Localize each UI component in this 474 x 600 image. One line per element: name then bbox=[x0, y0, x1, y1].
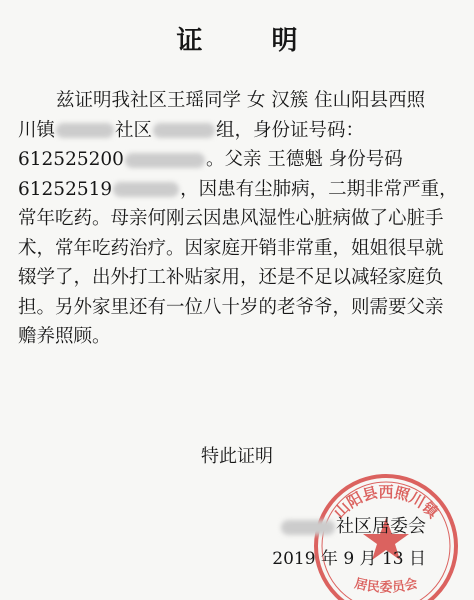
body-line-3 bbox=[18, 145, 464, 175]
body-line-7: 辍学了，出外打工补贴家用，还是不足以减轻家庭负 bbox=[18, 267, 444, 288]
body-line-4-part-2: ，因患有尘肺病，二期非常严重， bbox=[180, 178, 458, 200]
issuing-organization bbox=[280, 512, 426, 538]
body-line-3-part-2: 。父亲 王德魁 身份号码 bbox=[205, 149, 403, 170]
redacted-blur bbox=[113, 182, 179, 197]
seal-bottom-text: 居民委员会 bbox=[352, 576, 420, 596]
body-line-2-part-1: 川镇 bbox=[18, 119, 56, 141]
redacted-blur bbox=[125, 153, 205, 168]
body-line-6: 术，常年吃药治疗。因家庭开销非常重，姐姐很早就 bbox=[18, 237, 444, 259]
seal-arc-text: 山阳县西照川镇 bbox=[330, 482, 442, 522]
body-line-2 bbox=[18, 116, 464, 146]
redacted-blur bbox=[281, 520, 335, 535]
body-line-1: 兹证明我社区王瑶同学 女 汉簇 住山阳县西照 bbox=[56, 90, 426, 111]
organization-name: 社区居委会 bbox=[336, 516, 426, 537]
closing-statement: 特此证明 bbox=[201, 446, 273, 467]
body-line-4 bbox=[18, 175, 464, 205]
document-body bbox=[18, 86, 464, 352]
redacted-blur bbox=[56, 123, 114, 138]
body-line-8: 担。另外家里还有一位八十岁的老爷爷，则需要父亲 bbox=[18, 296, 444, 318]
redacted-blur bbox=[153, 123, 215, 138]
body-line-9: 赡养照顾。 bbox=[18, 326, 111, 347]
issue-date: 2019 年 9 月 13 日 bbox=[272, 549, 426, 569]
body-line-3-part-1: 612525200 bbox=[18, 149, 124, 170]
body-line-2-part-2: 社区 bbox=[115, 119, 153, 141]
body-line-5: 常年吃药。母亲何刚云因患风湿性心脏病做了心脏手 bbox=[18, 208, 444, 229]
document-title: 证 明 bbox=[176, 26, 328, 56]
body-line-4-part-1: 61252519 bbox=[18, 178, 113, 200]
body-line-2-part-3: 组，身份证号码： bbox=[216, 119, 365, 141]
